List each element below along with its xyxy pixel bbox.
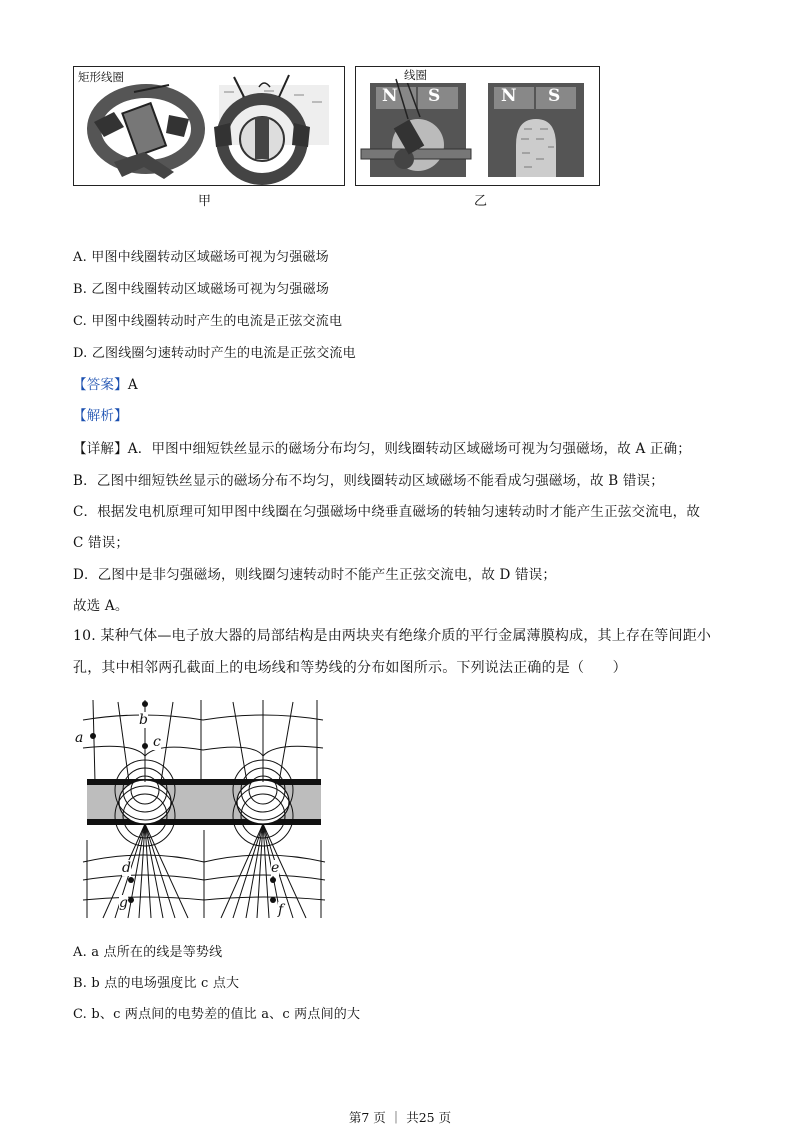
point-label-f: f — [278, 902, 284, 918]
answer-value: A — [127, 377, 138, 393]
option-a: A. 甲图中线圈转动区域磁场可视为匀强磁场 — [73, 250, 329, 265]
point-label-e: e — [271, 860, 280, 876]
point-label-d: d — [122, 860, 131, 876]
analysis-label: 【解析】 — [73, 408, 128, 424]
page-footer: 第7 页 ｜ 共25 页 — [348, 1110, 452, 1125]
magnet-n-right: N — [501, 86, 517, 106]
magnet-n-left: N — [382, 86, 398, 106]
caption-jia: 甲 — [198, 194, 212, 209]
explanation-line: D．乙图中是非匀强磁场，则线圈匀速转动时不能产生正弦交流电，故 D 错误； — [73, 567, 557, 583]
figure-yi — [355, 66, 600, 186]
explanation-line: C．根据发电机原理可知甲图中线圈在匀强磁场中绕垂直磁场的转轴匀速转动时才能产生正弦交流电，故 — [73, 504, 701, 520]
question-10-line-2: 孔，其中相邻两孔截面上的电场线和等势线的分布如图所示。下列说法正确的是（ ） — [73, 660, 627, 676]
coil-label-yi: 线圈 — [404, 68, 427, 82]
answer — [73, 373, 138, 393]
figure-yi-drawing — [356, 67, 599, 185]
explanation-line: 【详解】A．甲图中细短铁丝显示的磁场分布均匀，则线圈转动区域磁场可视为匀强磁场，故 A 正确； — [73, 441, 691, 457]
point-label-b: b — [139, 712, 148, 728]
answer-label: 【答案】 — [73, 377, 128, 393]
point-label-c: c — [153, 734, 161, 750]
coil-label: 矩形线圈 — [78, 70, 124, 84]
explanation-line: B．乙图中细短铁丝显示的磁场分布不均匀，则线圈转动区域磁场不能看成匀强磁场，故 B 错误； — [73, 473, 664, 489]
magnet-s-right: S — [548, 86, 561, 106]
option-d: D. 乙图线圈匀速转动时产生的电流是正弦交流电 — [73, 346, 356, 361]
explanation-line: C 错误； — [73, 535, 130, 551]
question-10-line-1: 10. 某种气体—电子放大器的局部结构是由两块夹有绝缘介质的平行金属薄膜构成，其上存在等间距小 — [73, 628, 712, 644]
q10-option-a: A. a 点所在的线是等势线 — [73, 945, 223, 960]
field-figure — [73, 690, 333, 922]
magnet-s-left: S — [428, 86, 441, 106]
point-label-a: a — [75, 730, 84, 746]
option-c: C. 甲图中线圈转动时产生的电流是正弦交流电 — [73, 314, 343, 329]
figure-jia — [73, 66, 345, 186]
caption-yi: 乙 — [474, 194, 488, 209]
q10-option-b: B. b 点的电场强度比 c 点大 — [73, 976, 240, 991]
explanation-line: 故选 A。 — [73, 598, 129, 614]
point-label-g: g — [119, 895, 128, 911]
field-figure-drawing — [73, 690, 333, 922]
option-b: B. 乙图中线圈转动区域磁场可视为匀强磁场 — [73, 282, 330, 297]
q10-option-c: C. b、c 两点间的电势差的值比 a、c 两点间的大 — [73, 1007, 361, 1022]
